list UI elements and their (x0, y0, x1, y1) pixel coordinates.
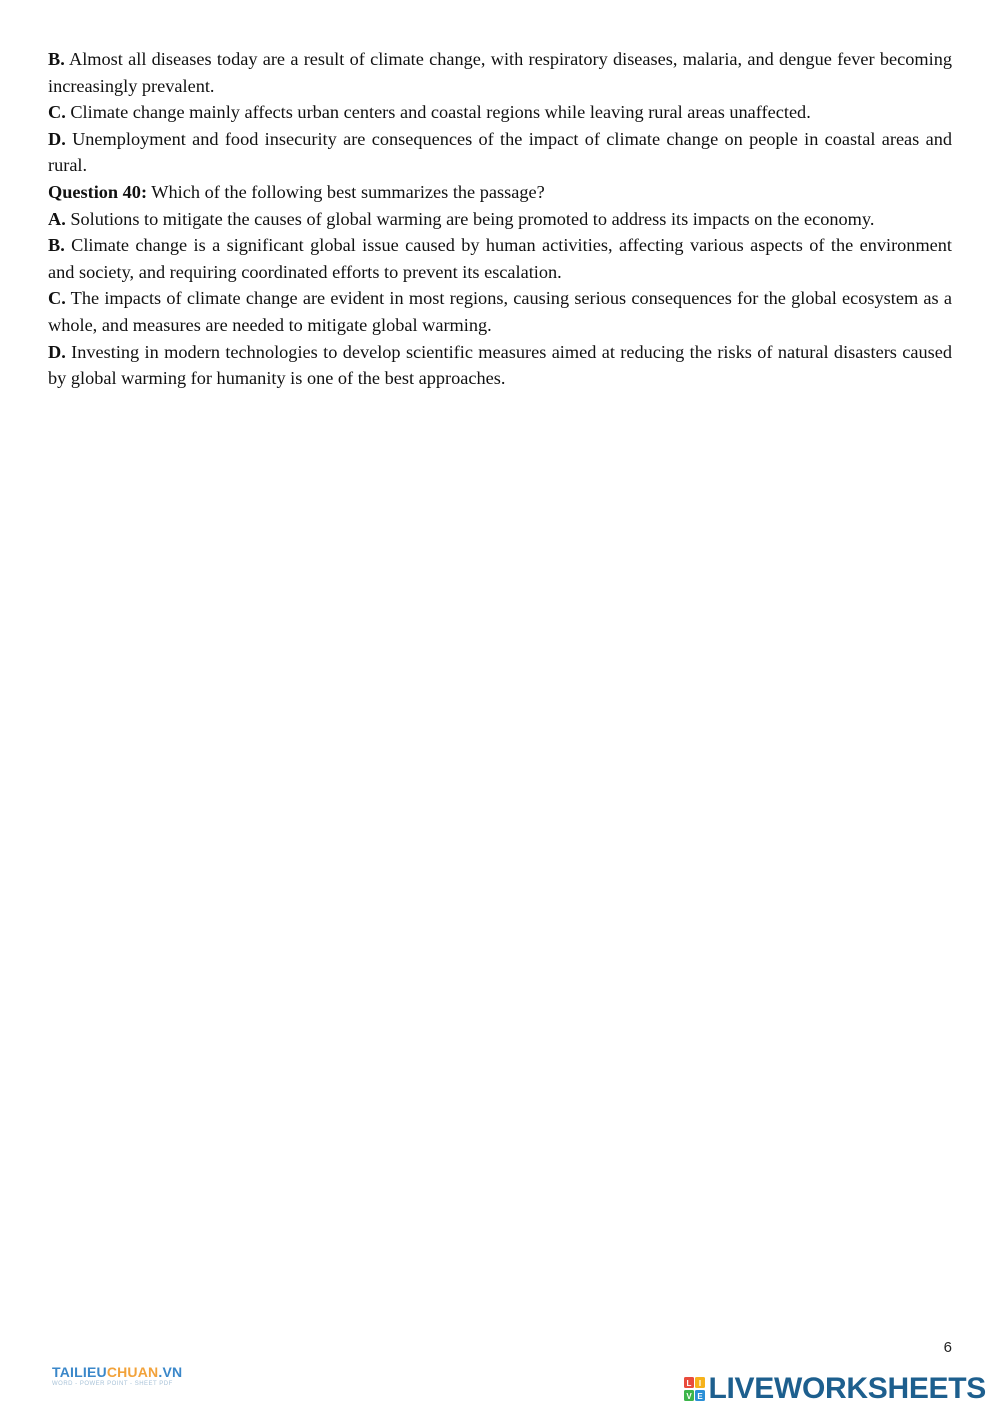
option-label: C. (48, 288, 66, 309)
question-40 (48, 179, 952, 206)
tailieuchuan-logo (52, 1364, 182, 1388)
brand-part-2: CHUAN (106, 1364, 159, 1380)
tailieuchuan-brand (52, 1364, 182, 1380)
liveworksheets-logo (684, 1372, 987, 1406)
liveworksheets-blocks-icon (684, 1374, 706, 1404)
svg-text:I: I (698, 1379, 701, 1388)
option-label: D. (48, 341, 66, 362)
option-label: D. (48, 128, 66, 149)
q40-option-d (48, 339, 952, 392)
option-text: Investing in modern technologies to develop scientific measures aimed at reducing the risks of natural disasters caused by global warming for humanity is one of the best approaches. (48, 341, 952, 389)
option-label: C. (48, 102, 66, 123)
option-text: Solutions to mitigate the causes of global warming are being promoted to address its impacts on the economy. (65, 208, 875, 229)
option-label: B. (48, 235, 65, 256)
option-label: A. (48, 208, 66, 229)
option-text: Almost all diseases today are a result of climate change, with respiratory diseases, malaria, and dengue fever becoming increasingly prevalent. (48, 49, 952, 96)
brand-tagline: WORD - POWER POINT - SHEET PDF (52, 1381, 173, 1387)
q40-option-c (48, 285, 952, 338)
q39-option-c (48, 99, 952, 126)
liveworksheets-wordmark: LIVEWORKSHEETS (708, 1372, 986, 1405)
brand-part-1: TAILIEU (52, 1364, 107, 1380)
brand-part-3: .VN (158, 1364, 183, 1380)
question-prompt: Which of the following best summarizes the passage? (147, 181, 545, 202)
svg-text:L: L (686, 1379, 691, 1388)
option-label: B. (48, 49, 65, 69)
q39-option-d (48, 126, 952, 179)
worksheet-content (48, 46, 952, 392)
q39-option-b (48, 46, 952, 99)
option-text: The impacts of climate change are evident in most regions, causing serious consequences for the global ecosystem as a whole, and measures are needed to mitigate global warming. (48, 288, 952, 335)
option-text: Unemployment and food insecurity are consequences of the impact of climate change on people in coastal areas and rural. (48, 128, 952, 176)
svg-text:E: E (696, 1392, 703, 1401)
q40-option-b (48, 232, 952, 285)
option-text: Climate change is a significant global issue caused by human activities, affecting various aspects of the environment and society, and requiring coordinated efforts to prevent its escalation. (48, 235, 952, 282)
svg-text:V: V (685, 1392, 692, 1401)
page-number: 6 (943, 1339, 952, 1356)
question-label: Question 40: (48, 181, 148, 202)
option-text: Climate change mainly affects urban centers and coastal regions while leaving rural areas unaffected. (65, 102, 811, 123)
q40-option-a (48, 206, 952, 233)
